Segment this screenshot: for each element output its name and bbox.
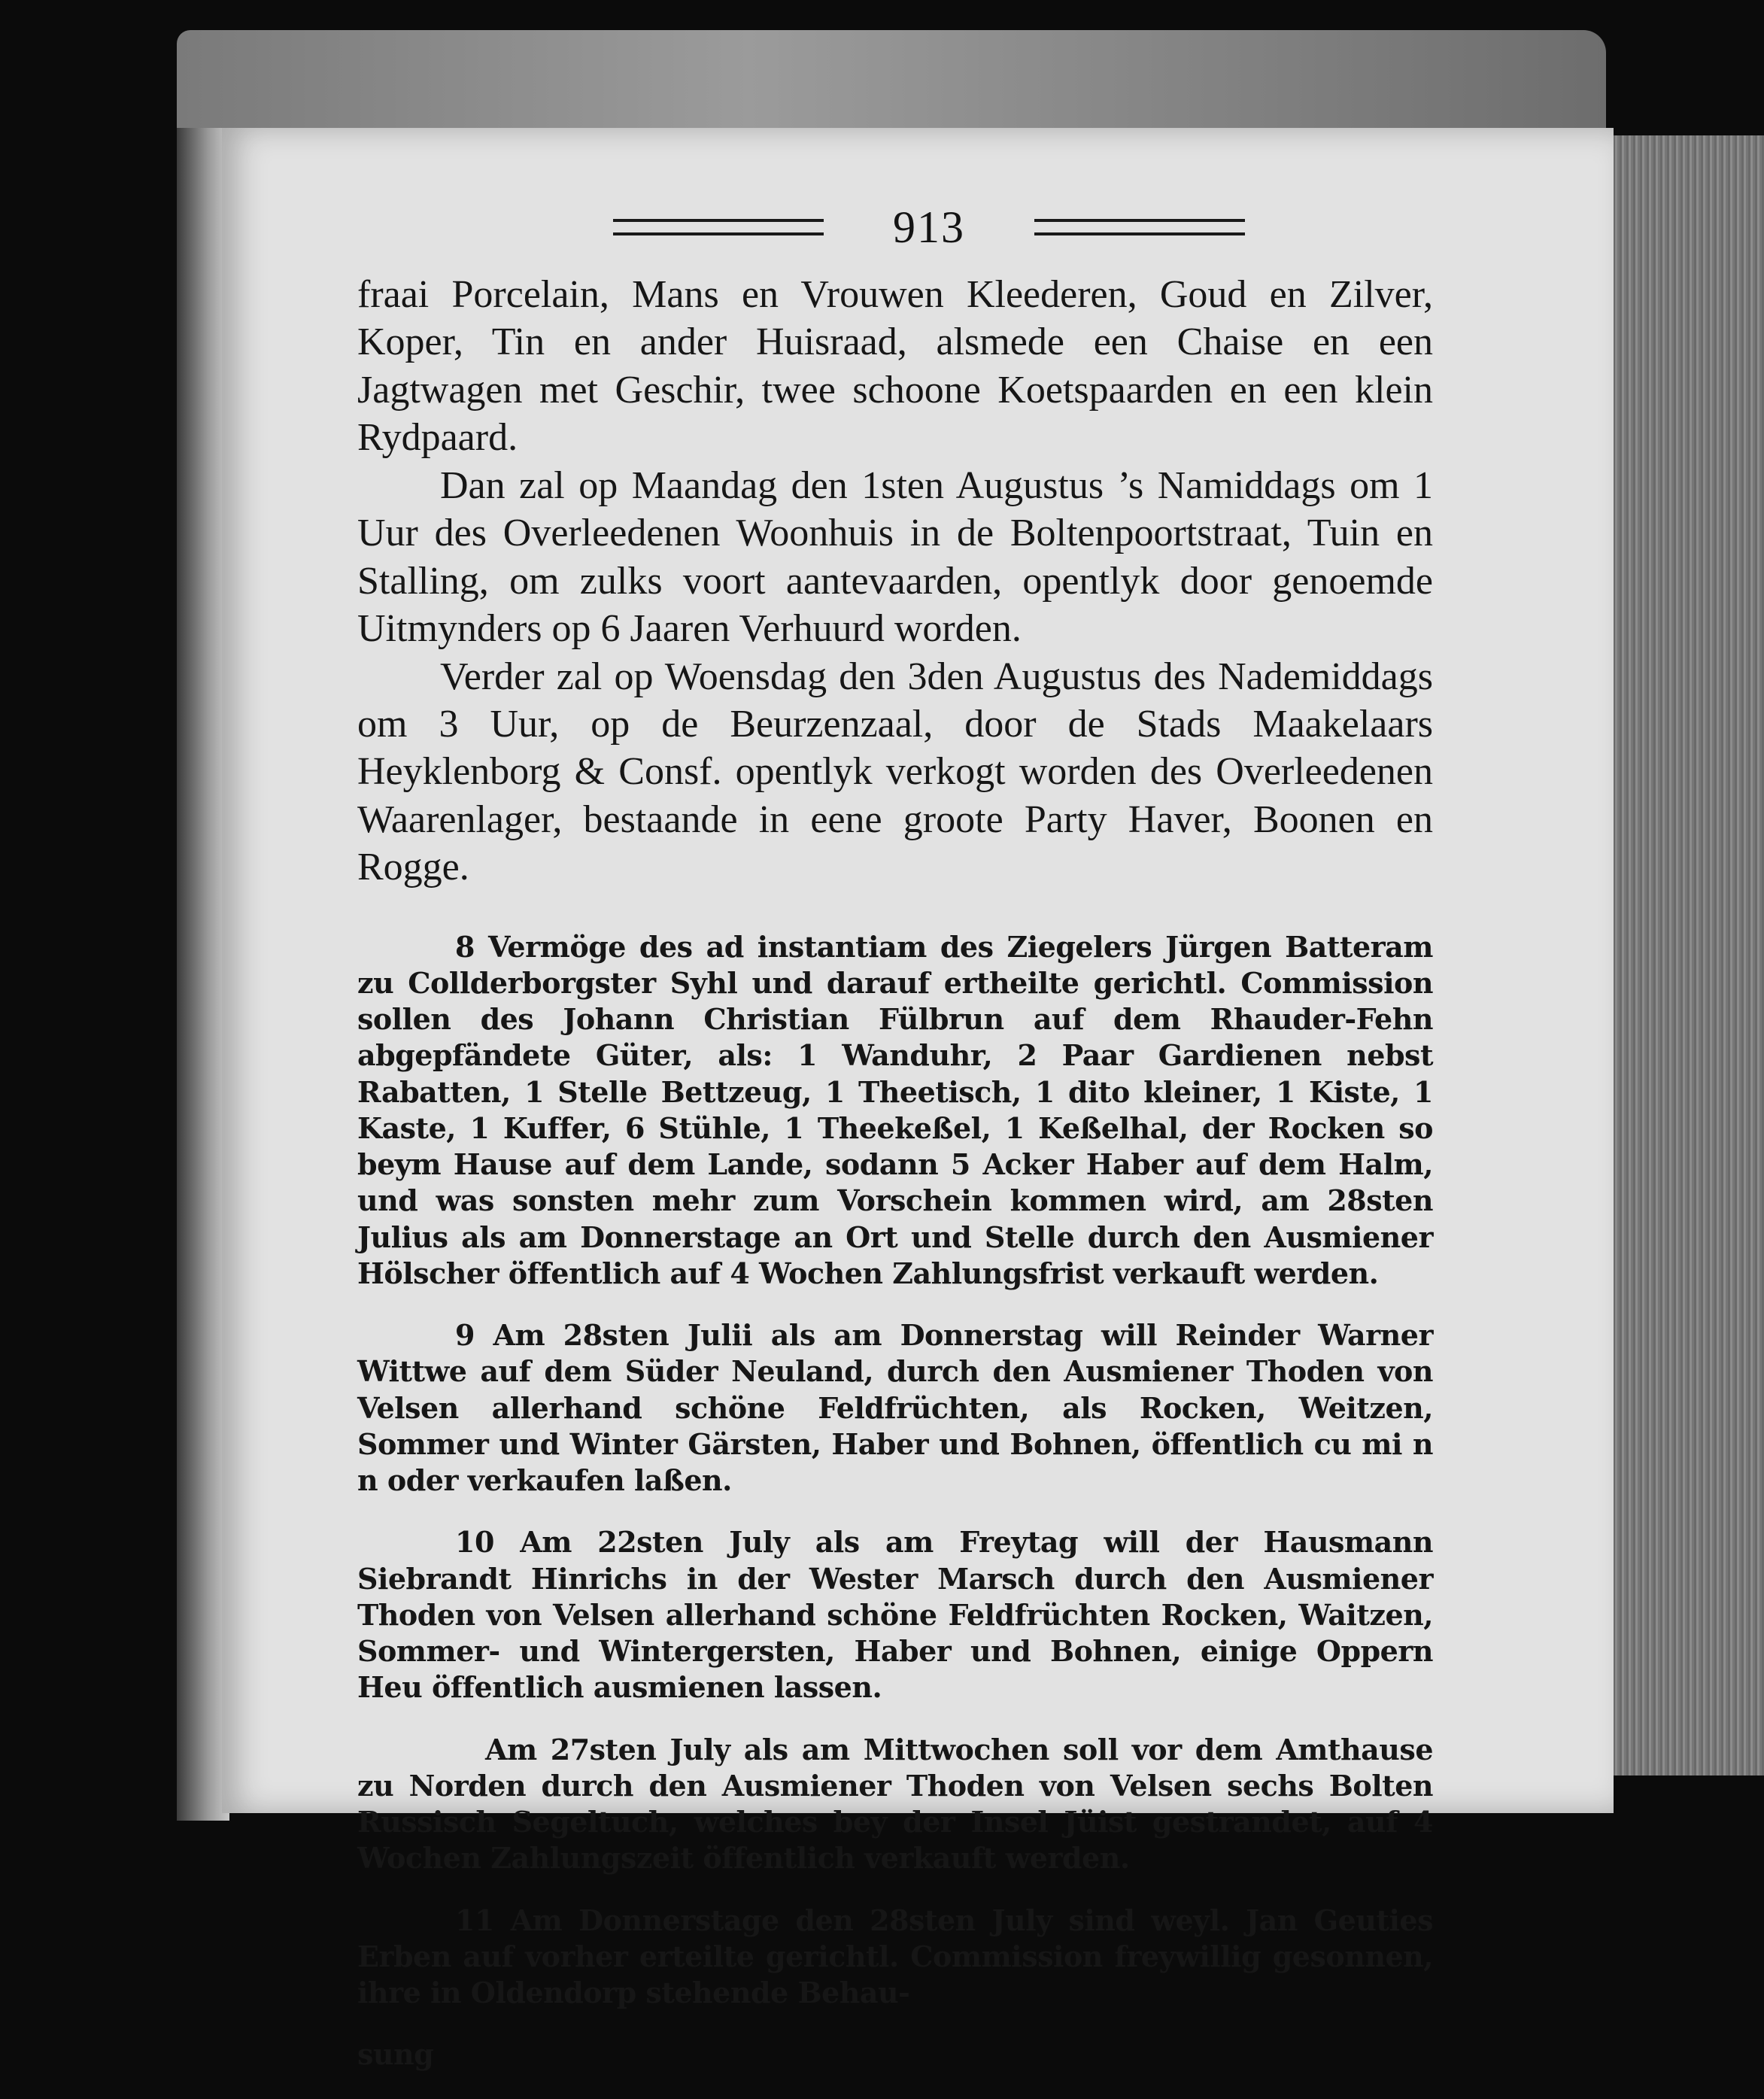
- notice-paragraph: 11 Am Donnerstage den 28sten July sind weyl. Jan Geuties Erben auf vorher erteilte gerichtl. Commission freywillig gesonnen, ihre in Oldendorp stehende Behau-: [357, 1903, 1433, 2010]
- dutch-paragraph: fraai Porcelain, Mans en Vrouwen Kleederen, Goud en Zilver, Koper, Tin en ander Huisraad, alsmede een Chaise en een Jagtwagen met Geschir, twee schoone Koetspaarden en een klein Rydpaard.: [357, 273, 1433, 460]
- page-number: 913: [893, 202, 965, 252]
- page-header: [613, 197, 1245, 257]
- catchword: sung: [357, 2037, 434, 2072]
- dutch-paragraph: Dan zal op Maandag den 1sten Augustus ’s Namiddags om 1 Uur des Overleedenen Woonhuis in de Boltenpoortstraat, Tuin en Stalling, om zulks voort aantevaarden, opentlyk door genoemde Uitmynders op 6 Jaaren Verhuurd worden.: [357, 463, 1433, 651]
- notice-paragraph: 9 Am 28sten Julii als am Donnerstag will Reinder Warner Wittwe auf dem Süder Neuland, durch den Ausmiener Thoden von Velsen allerhand schöne Feldfrüchten, als Rocken, Weitzen, Sommer und Winter Gärsten, Haber und Bohnen, öffentlich cu mi n n oder verkaufen laßen.: [357, 1318, 1433, 1498]
- header-rule-left: [613, 219, 824, 235]
- book-block: [177, 30, 1606, 2072]
- notice-paragraph: 8 Vermöge des ad instantiam des Ziegelers Jürgen Batteram zu Collderborgster Syhl und darauf ertheilte gerichtl. Commission sollen des Johann Christian Fülbrun auf dem Rhauder-Fehn abgepfändete Güter, als: 1 Wanduhr, 2 Paar Gardienen nebst Rabatten, 1 Stelle Bettzeug, 1 Theetisch, 1 dito kleiner, 1 Kiste, 1 Kaste, 1 Kuffer, 6 Stühle, 1 Theekeßel, 1 Keßelhal, der Rocken so beym Hause auf dem Lande, sodann 5 Acker Haber auf dem Halm, und was sonsten mehr zum Vorschein kommen wird, am 28sten Julius als am Donnerstage an Ort und Stelle durch den Ausmiener Hölscher öffentlich auf 4 Wochen Zahlungsfrist verkauft werden.: [357, 929, 1433, 1290]
- dutch-section: [357, 271, 1433, 892]
- notice-paragraph: Am 27sten July als am Mittwochen soll vor dem Amthause zu Norden durch den Ausmiener Thoden von Velsen sechs Bolten Russisch Segeltuch, welches bey der Insel Jüist gestrandet, auf 4 Wochen Zahlungszeit öffentlich verkauft werden.: [357, 1732, 1433, 1876]
- header-rule-right: [1034, 219, 1245, 235]
- notice-paragraph: 10 Am 22sten July als am Freytag will der Hausmann Siebrandt Hinrichs in der Wester Marsch durch den Ausmiener Thoden von Velsen allerhand schöne Feldfrüchten Rocken, Waitzen, Sommer- und Wintergersten, Haber und Bohnen, einige Oppern Heu öffentlich ausmienen lassen.: [357, 1525, 1433, 1705]
- page-body: [357, 271, 1433, 2099]
- page-fore-edge: [1606, 135, 1764, 1775]
- german-section: [357, 929, 1433, 2073]
- book-page: [222, 128, 1614, 2072]
- dutch-paragraph: Verder zal op Woensdag den 3den Augustus des Nademiddags om 3 Uur, op de Beurzenzaal, door de Stads Maakelaars Heyklenborg & Consf. opentlyk verkogt worden des Overleedenen Waarenlager, bestaande in eene groote Party Haver, Boonen en Rogge.: [357, 655, 1433, 889]
